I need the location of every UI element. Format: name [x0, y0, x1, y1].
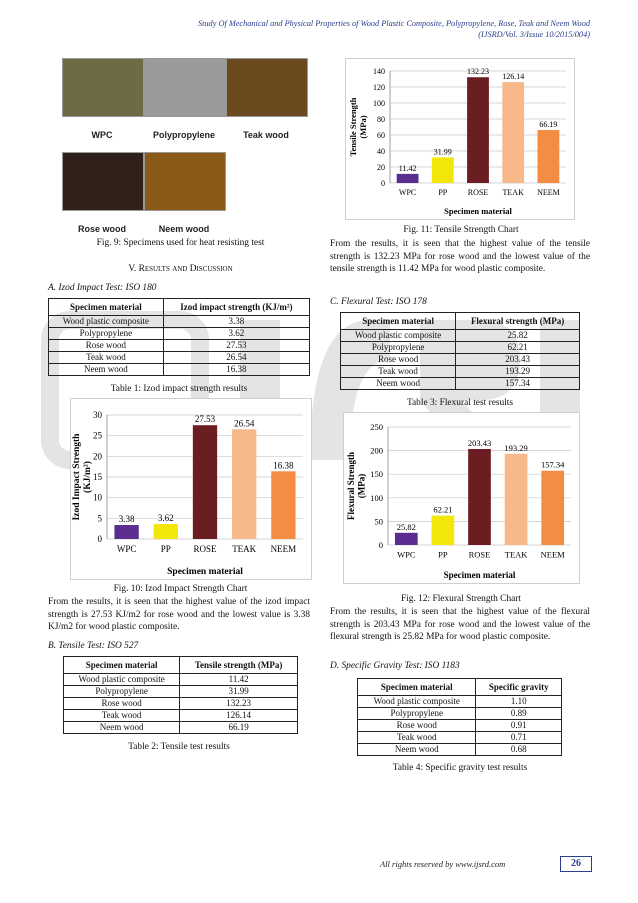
- y-tick-label: 250: [370, 422, 383, 432]
- cell-value: 1.10: [476, 696, 562, 708]
- cell-value: 193.29: [456, 366, 580, 378]
- data-label: 25.82: [396, 521, 416, 532]
- tensile-col-strength: Tensile strength (MPa): [180, 657, 298, 674]
- bar-teak: [502, 82, 524, 183]
- cell-value: 25.82: [456, 330, 580, 342]
- table-row: [64, 686, 298, 698]
- izod-col-material: Specimen material: [49, 299, 164, 316]
- data-label: 193.29: [504, 442, 528, 453]
- data-label: 132.23: [467, 67, 489, 77]
- y-tick-label: 30: [93, 410, 102, 420]
- cell-value: 3.38: [163, 316, 309, 328]
- data-label: 3.38: [118, 514, 135, 525]
- y-tick-label: 0: [378, 540, 383, 550]
- wpc-swatch: [62, 58, 144, 117]
- header-title: Study Of Mechanical and Physical Properties of Wood Plastic Composite, Polypropylene, Rose, Teak and Neem Wood: [197, 19, 590, 28]
- y-tick-label: 40: [377, 147, 385, 156]
- table-row: [64, 698, 298, 710]
- izod-impact-bar-chart: [71, 399, 311, 579]
- table-row: [358, 732, 562, 744]
- y-axis-label: (MPa): [358, 115, 368, 139]
- bar-teak: [232, 429, 256, 539]
- x-tick-label: ROSE: [467, 188, 489, 197]
- cell-material: Teak wood: [358, 732, 476, 744]
- table2-caption: Table 2: Tensile test results: [128, 742, 230, 752]
- x-tick-label: ROSE: [468, 549, 491, 560]
- cell-material: Neem wood: [341, 378, 456, 390]
- table-row: [49, 364, 310, 376]
- flexural-col-strength: Flexural strength (MPa): [456, 313, 580, 330]
- table-row: [358, 720, 562, 732]
- bar-pp: [154, 524, 178, 539]
- y-tick-label: 20: [377, 163, 385, 172]
- cell-material: Teak wood: [64, 710, 180, 722]
- y-tick-label: 100: [370, 492, 383, 503]
- cell-value: 27.53: [163, 340, 309, 352]
- tensile-heading: B. Tensile Test: ISO 527: [48, 641, 139, 651]
- cell-material: Wood plastic composite: [64, 674, 180, 686]
- table-row: [49, 316, 310, 328]
- table-row: [64, 674, 298, 686]
- bar-pp: [432, 516, 455, 545]
- cell-material: Wood plastic composite: [341, 330, 456, 342]
- x-tick-label: PP: [438, 549, 448, 560]
- teak-swatch: [226, 58, 308, 117]
- y-tick-label: 80: [377, 115, 385, 124]
- fig12-caption: Fig. 12: Flexural Strength Chart: [400, 594, 522, 604]
- cell-value: 0.68: [476, 744, 562, 756]
- data-label: 31.99: [433, 147, 452, 157]
- table-row: [64, 722, 298, 734]
- table-row: [358, 696, 562, 708]
- cell-value: 126.14: [180, 710, 298, 722]
- data-label: 26.54: [234, 418, 255, 429]
- cell-value: 3.62: [163, 328, 309, 340]
- x-tick-label: NEEM: [540, 549, 565, 560]
- teak-label: Teak wood: [243, 130, 289, 140]
- x-tick-label: NEEM: [537, 188, 560, 197]
- bar-neem: [541, 471, 564, 545]
- y-tick-label: 150: [370, 469, 383, 480]
- data-label: 16.38: [273, 460, 294, 471]
- cell-value: 31.99: [180, 686, 298, 698]
- cell-value: 157.34: [456, 378, 580, 390]
- y-tick-label: 0: [381, 179, 385, 188]
- bar-wpc: [397, 174, 419, 183]
- cell-value: 11.42: [180, 674, 298, 686]
- izod-heading: A. Izod Impact Test: ISO 180: [48, 283, 157, 293]
- y-tick-label: 60: [377, 131, 385, 140]
- flexural-paragraph: From the results, it is seen that the highest value of the flexural strength is 203.43 MPa for rose wood and the lowest value of the flexural strength is 25.82 MPa for wood plastic composite.: [330, 607, 590, 642]
- cell-material: Teak wood: [341, 366, 456, 378]
- table-row: [49, 340, 310, 352]
- flexural-heading: C. Flexural Test: ISO 178: [330, 297, 427, 307]
- x-tick-label: WPC: [397, 549, 416, 560]
- table-row: [341, 342, 580, 354]
- fig10-caption: Fig. 10: Izod Impact Strength Chart: [113, 584, 248, 594]
- y-tick-label: 50: [374, 516, 383, 527]
- cell-material: Teak wood: [49, 352, 164, 364]
- y-tick-label: 200: [370, 445, 383, 456]
- bar-wpc: [395, 533, 418, 545]
- cell-material: Wood plastic composite: [49, 316, 164, 328]
- cell-value: 0.91: [476, 720, 562, 732]
- data-label: 11.42: [398, 163, 417, 173]
- data-label: 3.62: [157, 513, 174, 524]
- table1-caption: Table 1: Izod impact strength results: [110, 384, 248, 394]
- header-issue: (IJSRD/Vol. 3/Issue 10/2015/004): [478, 30, 590, 39]
- y-tick-label: 140: [373, 67, 385, 76]
- bar-wpc: [114, 525, 138, 539]
- bar-neem: [537, 130, 559, 183]
- bar-pp: [432, 157, 454, 183]
- gravity-col-value: Specific gravity: [476, 679, 562, 696]
- cell-material: Polypropylene: [49, 328, 164, 340]
- cell-value: 0.71: [476, 732, 562, 744]
- x-tick-label: NEEM: [270, 544, 297, 554]
- x-tick-label: TEAK: [504, 549, 528, 560]
- tensile-strength-bar-chart: [346, 59, 574, 219]
- running-header: [30, 18, 590, 40]
- flexural-strength-bar-chart: [344, 413, 579, 583]
- tensile-table: [63, 656, 298, 734]
- table-row: [341, 366, 580, 378]
- table-row: [358, 744, 562, 756]
- cell-material: Polypropylene: [64, 686, 180, 698]
- gravity-heading: D. Specific Gravity Test: ISO 1183: [330, 661, 460, 671]
- x-tick-label: WPC: [116, 544, 137, 554]
- cell-material: Neem wood: [358, 744, 476, 756]
- x-tick-label: TEAK: [232, 544, 257, 554]
- cell-value: 26.54: [163, 352, 309, 364]
- data-label: 126.14: [502, 72, 525, 82]
- bar-rose: [193, 425, 217, 539]
- y-tick-label: 15: [93, 472, 102, 482]
- fig9-caption: Fig. 9: Specimens used for heat resisting test: [96, 238, 265, 248]
- rosewood-swatch: [62, 152, 144, 211]
- rosewood-label: Rose wood: [77, 224, 126, 234]
- flexural-col-material: Specimen material: [341, 313, 456, 330]
- bar-rose: [467, 77, 489, 183]
- cell-material: Rose wood: [64, 698, 180, 710]
- cell-value: 203.43: [456, 354, 580, 366]
- table-row: [64, 710, 298, 722]
- data-label: 62.21: [433, 504, 453, 515]
- bar-teak: [505, 454, 528, 545]
- y-axis-label: (KJ/m²): [83, 461, 93, 493]
- table4-caption: Table 4: Specific gravity test results: [392, 763, 528, 773]
- x-axis-label: Specimen material: [444, 206, 512, 216]
- x-tick-label: PP: [438, 188, 448, 197]
- data-label: 203.43: [467, 437, 492, 448]
- tensile-col-material: Specimen material: [64, 657, 180, 674]
- y-tick-label: 100: [373, 99, 385, 108]
- cell-material: Polypropylene: [358, 708, 476, 720]
- izod-paragraph: From the results, it is seen that the highest value of the izod impact strength is 27.53 KJ/m2 for rose wood and the lowest value is 3.38 KJ/m2 for wood plastic composite.: [48, 597, 310, 632]
- y-tick-label: 20: [93, 451, 102, 462]
- polypropylene-label: Polypropylene: [152, 130, 215, 140]
- x-tick-label: PP: [160, 544, 171, 554]
- x-tick-label: WPC: [398, 188, 417, 197]
- cell-material: Polypropylene: [341, 342, 456, 354]
- y-axis-label: Tensile Strength: [348, 97, 358, 157]
- flexural-chart-frame: [343, 412, 580, 584]
- izod-chart-frame: [70, 398, 312, 580]
- tensile-paragraph: From the results, it is seen that the highest value of the tensile strength is 132.23 MPa for rose wood and the lowest value of the tensile strength is 11.42 MPa for wood plastic composite.: [330, 239, 590, 274]
- cell-material: Neem wood: [49, 364, 164, 376]
- cell-material: Neem wood: [64, 722, 180, 734]
- y-axis-label: (MPa): [356, 473, 367, 499]
- gravity-table: [357, 678, 562, 756]
- footer-copyright: All rights reserved by www.ijsrd.com: [380, 859, 506, 869]
- fig11-caption: Fig. 11: Tensile Strength Chart: [403, 225, 519, 235]
- x-axis-label: Specimen material: [167, 567, 243, 577]
- cell-value: 0.89: [476, 708, 562, 720]
- bar-neem: [271, 471, 295, 539]
- cell-value: 16.38: [163, 364, 309, 376]
- y-tick-label: 5: [97, 513, 102, 524]
- izod-col-strength: Izod impact strength (KJ/m²): [163, 299, 309, 316]
- table-row: [341, 354, 580, 366]
- y-axis-label: Izod Impact Strength: [72, 433, 82, 521]
- data-label: 157.34: [541, 459, 565, 470]
- table-row: [341, 330, 580, 342]
- neemwood-swatch: [144, 152, 226, 211]
- cell-material: Wood plastic composite: [358, 696, 476, 708]
- page-number: 26: [560, 856, 592, 872]
- cell-material: Rose wood: [49, 340, 164, 352]
- tensile-chart-frame: [345, 58, 575, 220]
- table-row: [49, 328, 310, 340]
- y-tick-label: 120: [373, 83, 385, 92]
- neemwood-label: Neem wood: [158, 224, 210, 234]
- x-tick-label: ROSE: [193, 544, 217, 554]
- cell-material: Rose wood: [341, 354, 456, 366]
- data-label: 27.53: [194, 414, 216, 425]
- y-tick-label: 0: [97, 534, 102, 544]
- flexural-table: [340, 312, 580, 390]
- table-row: [341, 378, 580, 390]
- x-axis-label: Specimen material: [443, 570, 516, 580]
- y-tick-label: 25: [93, 430, 102, 441]
- cell-value: 132.23: [180, 698, 298, 710]
- y-tick-label: 10: [93, 492, 102, 503]
- data-label: 66.19: [539, 120, 558, 130]
- table3-caption: Table 3: Flexural test results: [406, 398, 514, 408]
- polypropylene-swatch: [144, 58, 226, 117]
- table-row: [358, 708, 562, 720]
- cell-value: 66.19: [180, 722, 298, 734]
- x-tick-label: TEAK: [502, 188, 524, 197]
- wpc-label: WPC: [91, 130, 113, 140]
- table-row: [49, 352, 310, 364]
- cell-material: Rose wood: [358, 720, 476, 732]
- section-title: V. Results and Discussion: [128, 264, 233, 274]
- y-axis-label: Flexural Strength: [346, 451, 356, 521]
- bar-rose: [468, 449, 491, 545]
- gravity-col-material: Specimen material: [358, 679, 476, 696]
- izod-table: [48, 298, 310, 376]
- cell-value: 62.21: [456, 342, 580, 354]
